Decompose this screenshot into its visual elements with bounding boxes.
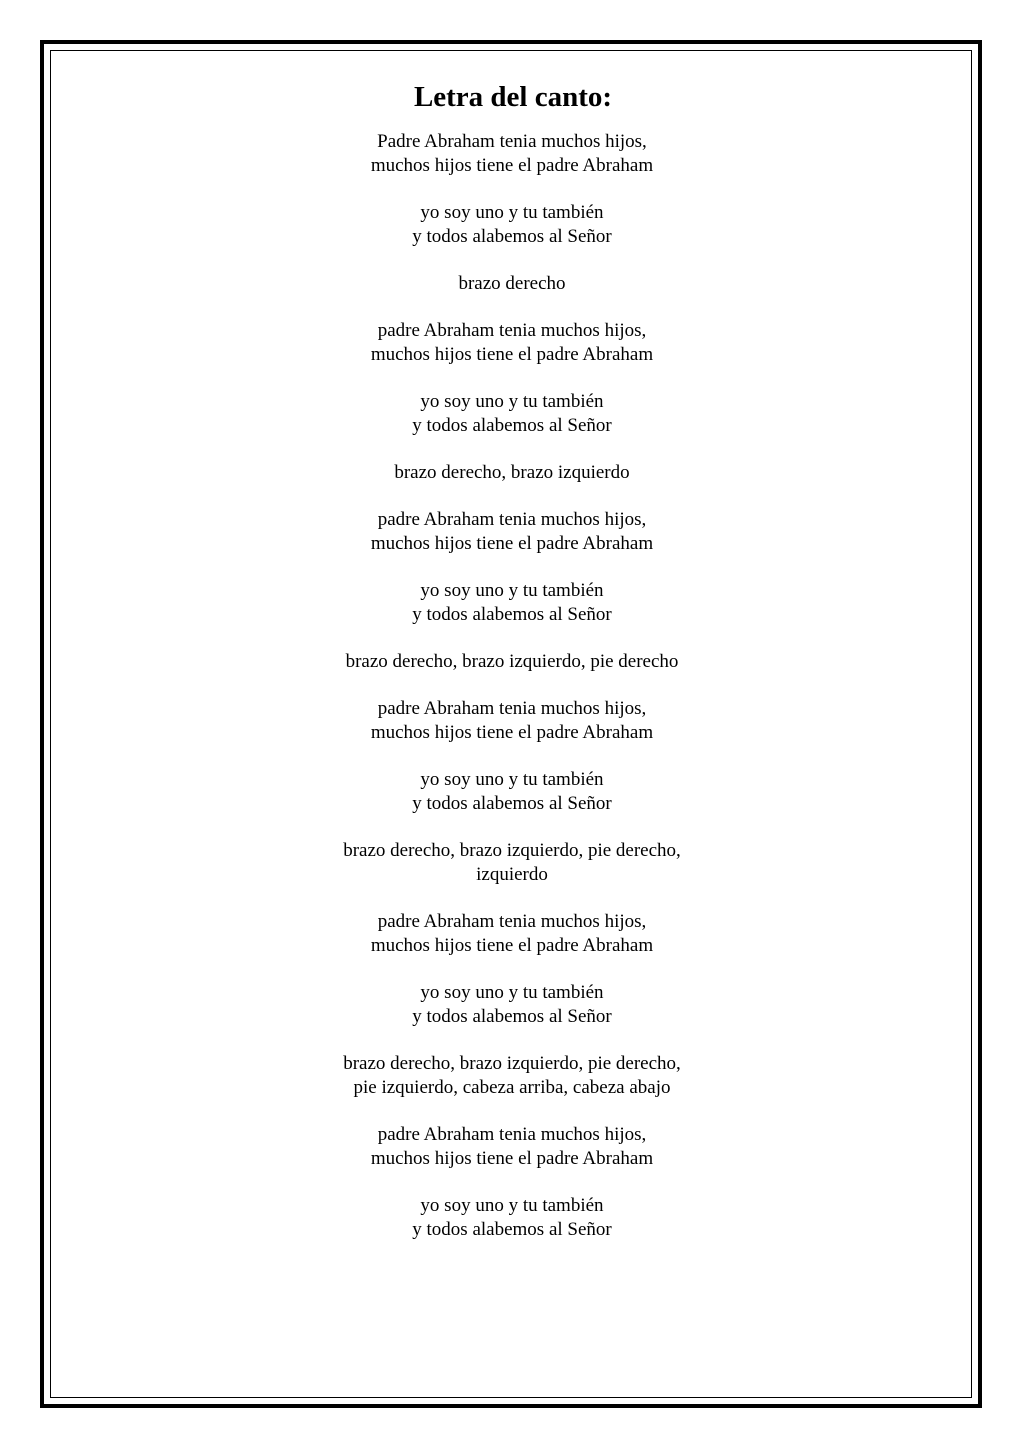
- lyric-line: pie izquierdo, cabeza arriba, cabeza abajo: [353, 1077, 671, 1098]
- lyric-line: y todos alabemos al Señor: [412, 1219, 612, 1240]
- lyric-line: brazo derecho, brazo izquierdo, pie derecho: [345, 651, 679, 672]
- lyric-line: y todos alabemos al Señor: [412, 1006, 612, 1027]
- stanza: [0, 839, 1024, 887]
- lyric-line: padre Abraham tenia muchos hijos,: [377, 320, 647, 341]
- stanza: [0, 508, 1024, 556]
- stanza: [0, 910, 1024, 958]
- stanza: [0, 461, 1024, 485]
- stanza: [0, 130, 1024, 178]
- lyric-line: y todos alabemos al Señor: [412, 415, 612, 436]
- lyric-line: muchos hijos tiene el padre Abraham: [370, 533, 654, 554]
- stanza: [0, 1194, 1024, 1242]
- lyric-line: yo soy uno y tu también: [420, 391, 604, 412]
- lyric-line: padre Abraham tenia muchos hijos,: [377, 698, 647, 719]
- stanza: [0, 768, 1024, 816]
- lyric-line: brazo derecho, brazo izquierdo: [394, 462, 630, 483]
- stanza: [0, 579, 1024, 627]
- stanza: [0, 1123, 1024, 1171]
- lyric-line: padre Abraham tenia muchos hijos,: [377, 509, 647, 530]
- lyric-line: brazo derecho: [458, 273, 566, 294]
- stanza: [0, 1052, 1024, 1100]
- lyric-line: yo soy uno y tu también: [420, 982, 604, 1003]
- lyric-line: padre Abraham tenia muchos hijos,: [377, 1124, 647, 1145]
- lyric-line: muchos hijos tiene el padre Abraham: [370, 344, 654, 365]
- song-lyrics: [0, 78, 1024, 1265]
- lyric-line: y todos alabemos al Señor: [412, 793, 612, 814]
- lyric-line: muchos hijos tiene el padre Abraham: [370, 155, 654, 176]
- lyric-line: muchos hijos tiene el padre Abraham: [370, 1148, 654, 1169]
- stanza-list: [0, 130, 1024, 1242]
- lyric-line: yo soy uno y tu también: [420, 580, 604, 601]
- lyric-line: y todos alabemos al Señor: [412, 226, 612, 247]
- stanza: [0, 319, 1024, 367]
- lyric-line: izquierdo: [476, 864, 548, 885]
- lyric-line: brazo derecho, brazo izquierdo, pie derecho,: [343, 1053, 681, 1074]
- lyric-line: brazo derecho, brazo izquierdo, pie derecho,: [343, 840, 681, 861]
- stanza: [0, 272, 1024, 296]
- lyric-line: muchos hijos tiene el padre Abraham: [370, 935, 654, 956]
- lyric-line: yo soy uno y tu también: [420, 202, 604, 223]
- page-title: Letra del canto:: [413, 81, 613, 113]
- lyric-line: yo soy uno y tu también: [420, 769, 604, 790]
- stanza: [0, 981, 1024, 1029]
- lyric-line: Padre Abraham tenia muchos hijos,: [377, 131, 647, 152]
- stanza: [0, 697, 1024, 745]
- lyric-line: muchos hijos tiene el padre Abraham: [370, 722, 654, 743]
- lyric-line: y todos alabemos al Señor: [412, 604, 612, 625]
- stanza: [0, 390, 1024, 438]
- stanza: [0, 201, 1024, 249]
- lyric-line: yo soy uno y tu también: [420, 1195, 604, 1216]
- stanza: [0, 650, 1024, 674]
- lyric-line: padre Abraham tenia muchos hijos,: [377, 911, 647, 932]
